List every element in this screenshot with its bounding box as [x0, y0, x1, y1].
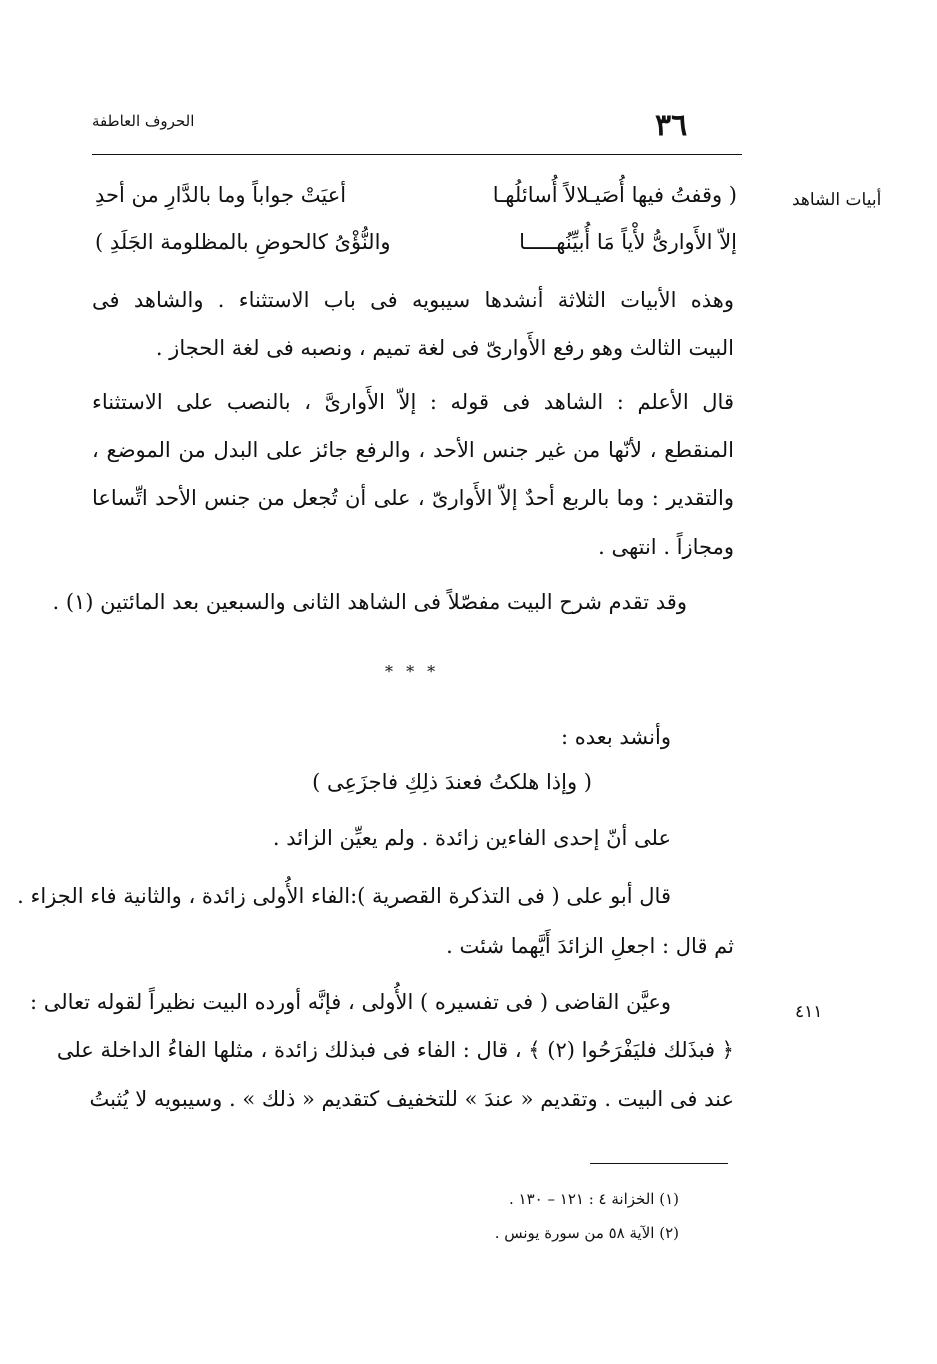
- footnote-1: (١) الخزانة ٤ : ١٢١ – ١٣٠ .: [509, 1190, 679, 1208]
- footnote-2: (٢) الآية ٥٨ من سورة يونس .: [494, 1224, 679, 1242]
- paragraph-line: ومجازاً . انتهى .: [598, 535, 734, 559]
- verse-1-second-half: أعيَتْ جواباً وما بالدَّارِ من أحدِ: [95, 183, 347, 207]
- paragraph-line: وأنشد بعده :: [560, 725, 671, 749]
- paragraph-line: وقد تقدم شرح البيت مفصّلاً فى الشاهد الثانى والسبعين بعد المائتين (١) .: [52, 590, 687, 614]
- paragraph-line: البيت الثالث وهو رفع الأَوارىّ فى لغة تميم ، ونصبه فى لغة الحجاز .: [155, 336, 734, 360]
- header-rule: [92, 154, 742, 155]
- paragraph-line: قال أبو على ( فى التذكرة القصرية ):الفاء الأُولى زائدة ، والثانية فاء الجزاء .: [17, 884, 671, 908]
- paragraph-line: على أنّ إحدى الفاءين زائدة . ولم يعيِّن الزائد .: [272, 826, 671, 850]
- paragraph-line: والتقدير : وما بالربع أحدٌ إلاّ الأَوارىّ ، على أن تُجعل من جنس الأحد اتِّساعا: [92, 486, 734, 510]
- page-number: ٣٦: [655, 108, 688, 143]
- paragraph-line: المنقطع ، لأنّها من غير جنس الأحد ، والرفع جائز على البدل من الموضع ،: [92, 438, 734, 462]
- paragraph-line: عند فى البيت . وتقديم « عندَ » للتخفيف كتقديم « ذلك » . وسيبويه لا يُثبتُ: [89, 1087, 734, 1111]
- footnote-rule: [590, 1163, 728, 1164]
- paragraph-line: ﴿ فبذَلك فليَفْرَحُوا (٢) ﴾ ، قال : الفاء فى فبذلك زائدة ، مثلها الفاءُ الداخلة على: [56, 1038, 734, 1062]
- running-title: الحروف العاطفة: [92, 112, 195, 130]
- centered-verse: ( وإذا هلكتُ فعندَ ذلِكِ فاجزَعِى ): [312, 770, 592, 794]
- margin-label: أبيات الشاهد: [792, 190, 882, 210]
- section-separator: * * *: [385, 662, 440, 681]
- verse-2-second-half: والنُّؤْىُ كالحوضِ بالمظلومة الجَلَدِ ): [95, 230, 391, 254]
- margin-number: ٤١١: [795, 1002, 823, 1022]
- paragraph-line: وهذه الأبيات الثلاثة أنشدها سيبويه فى باب الاستثناء . والشاهد فى: [92, 288, 734, 312]
- paragraph-line: ثم قال : اجعلِ الزائدَ أَيَّهما شئت .: [446, 934, 734, 958]
- verse-2-first-half: إلاّ الأَوارىُّ لأْياً مَا أُبيِّنُهـــــا: [519, 230, 737, 254]
- paragraph-line: وعيَّن القاضى ( فى تفسيره ) الأُولى ، فإنَّه أورده البيت نظيراً لقوله تعالى :: [30, 990, 671, 1014]
- verse-1-first-half: ( وقفتُ فيها أُصَيـلالاً أُسائلُهـا: [492, 183, 737, 207]
- paragraph-line: قال الأعلم : الشاهد فى قوله : إلاّ الأَوارىَّ ، بالنصب على الاستثناء: [92, 390, 734, 414]
